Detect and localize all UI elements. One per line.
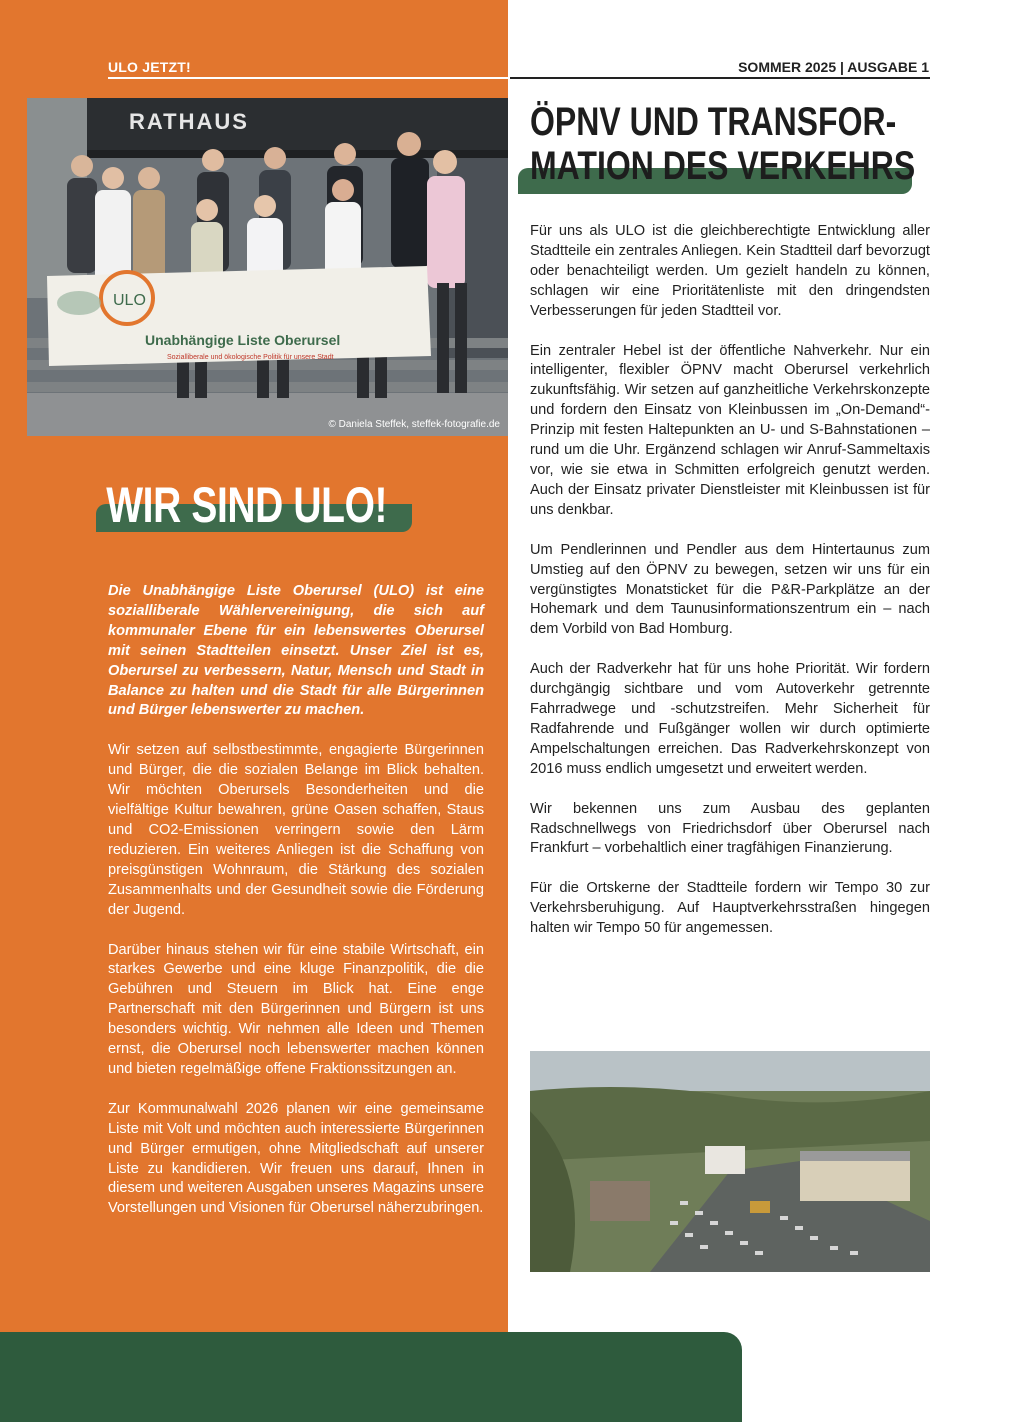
banner-title: Unabhängige Liste Oberursel: [145, 332, 341, 348]
group-photo: [27, 98, 508, 436]
banner-subtitle: Sozialliberale und ökologische Politik für unsere Stadt: [167, 354, 334, 361]
left-paragraph-3: Zur Kommunalwahl 2026 planen wir eine gemeinsame Liste mit Volt und möchten auch interessierte Bürgerinnen und Bürger ermutigen, ohne Mitgliedschaft auf unserer Liste zu kandidieren. Wir freuen uns darauf, Ihnen in diesem und weiteren Ausgaben unseres Magazins unsere Vorstellungen und Visionen für Oberursel näherzubringen.: [108, 1100, 484, 1217]
banner-logo-text: ULO: [113, 292, 146, 309]
footer-band: [0, 1332, 742, 1422]
header-magazine-name: ULO JETZT!: [108, 59, 191, 75]
left-paragraph-2: Darüber hinaus stehen wir für eine stabile Wirtschaft, ein starkes Gewerbe und eine kluge Finanzpolitik, die die Gebühren und Steuern im Blick hat. Eine enge Partnerschaft mit den Bürgerinnen und Bürgern ist uns besonders wichtig. Wir nehmen alle Ideen und Themen ernst, die Oberursel noch lebenswerter machen können und bieten regelmäßige offene Fraktionssitzungen an.: [108, 941, 484, 1077]
left-paragraph-1: Wir setzen auf selbstbestimmte, engagierte Bürgerinnen und Bürger, die die sozialen Belange im Blick behalten. Wir möchten Oberursels Besonderheiten und die vielfältige Kultur bewahren, grüne Oasen schaffen, Staus und CO2-Emissionen verringern sowie den Lärm reduzieren. Ein weiteres Anliegen ist die Schaffung von preisgünstigen Wohnraum, die Stärkung des sozialen Zusammenhalts und der Gesundheit sowie die Förderung der Jugend.: [108, 742, 484, 918]
right-paragraph-4: Auch der Radverkehr hat für uns hohe Priorität. Wir fordern durchgängig sichtbare und vom Autoverkehr getrennte Fahrradwege und -schutzstreifen. Mehr Sicherheit für Radfahrende und Fußgänger wollen wir durch optimierte Ampelschaltungen erreichen. Das Radverkehrskonzept von 2016 muss endlich umgesetzt und erweitert werden.: [530, 661, 930, 777]
right-paragraph-6: Für die Ortskerne der Stadtteile fordern wir Tempo 30 zur Verkehrsberuhigung. Auf Hauptverkehrsstraßen hingegen halten wir Tempo 50 für angemessen.: [530, 880, 930, 937]
left-title: WIR SIND ULO!: [106, 477, 388, 533]
rathaus-sign: RATHAUS: [129, 109, 249, 134]
right-title-line-2: MATION DES VERKEHRS: [530, 144, 916, 188]
right-paragraph-3: Um Pendlerinnen und Pendler aus dem Hintertaunus zum Umstieg auf den ÖPNV zu bewegen, setzen wir uns für ein vergünstigtes Monatsticket für die P&R-Parkplätze an der Hohemark und dem Taunusinformationszentrum ein – nach dem Vorbild von Bad Homburg.: [530, 541, 930, 638]
right-title-block: [530, 100, 1012, 188]
right-paragraph-2: Ein zentraler Hebel ist der öffentliche Nahverkehr. Nur ein intelligenter, flexibler ÖPNV macht Oberursel verkehrlich zukunftsfähig. Wir setzen auf ganzheitliche Verkehrskonzepte und fordern den Einsatz von Kleinbussen im „On-Demand“-Prinzip mit festen Haltepunkten an U- und S-Bahnstationen – rund um die Uhr. Ergänzend schlagen wir Anruf-Sammeltaxis vor, wie sie etwa in Schmitten erfolgreich genutzt werden. Auch der Einsatz privater Dienstleister mit Kleinbussen ist für uns denkbar.: [530, 342, 930, 518]
right-title-line-1: ÖPNV UND TRANSFOR-: [530, 100, 897, 144]
left-title-block: [100, 476, 468, 534]
right-paragraph-1: Für uns als ULO ist die gleichberechtigte Entwicklung aller Stadtteile ein zentrales Anliegen. Kein Stadtteil darf bevorzugt oder benachteiligt werden. Um gezielt handeln zu können, schlagen wir eine Prioritätenliste mit den dringendsten Verbesserungen für jeden Stadtteil vor.: [530, 223, 930, 319]
header-rule-left: [108, 77, 508, 79]
right-paragraph-5: Wir bekennen uns zum Ausbau des geplanten Radschnellwegs von Friedrichsdorf über Oberursel nach Frankfurt – vorbehaltlich einer tragfähigen Finanzierung.: [530, 800, 930, 857]
aerial-photo: [530, 1051, 930, 1272]
header-rule-right: [510, 77, 930, 79]
left-lead-paragraph: Die Unabhängige Liste Oberursel (ULO) ist eine sozialliberale Wählervereinigung, die sich auf kommunaler Ebene für ein lebenswertes Oberursel mit seinen Stadtteilen einsetzt. Unser Ziel ist es, Oberursel zu verbessern, Natur, Mensch und Stadt in Balance zu halten und die Stadt für alle Bürgerinnen und Bürger lebenswerter zu machen.: [108, 583, 484, 719]
header-issue: SOMMER 2025 | AUSGABE 1: [738, 59, 929, 75]
right-article: [530, 222, 930, 959]
photo-credit: © Daniela Steffek, steffek-fotografie.de: [328, 419, 500, 430]
group-photo-illustration: [27, 98, 508, 436]
left-article: [108, 582, 484, 1239]
aerial-photo-illustration: [530, 1051, 930, 1272]
ulo-banner: [47, 266, 431, 366]
